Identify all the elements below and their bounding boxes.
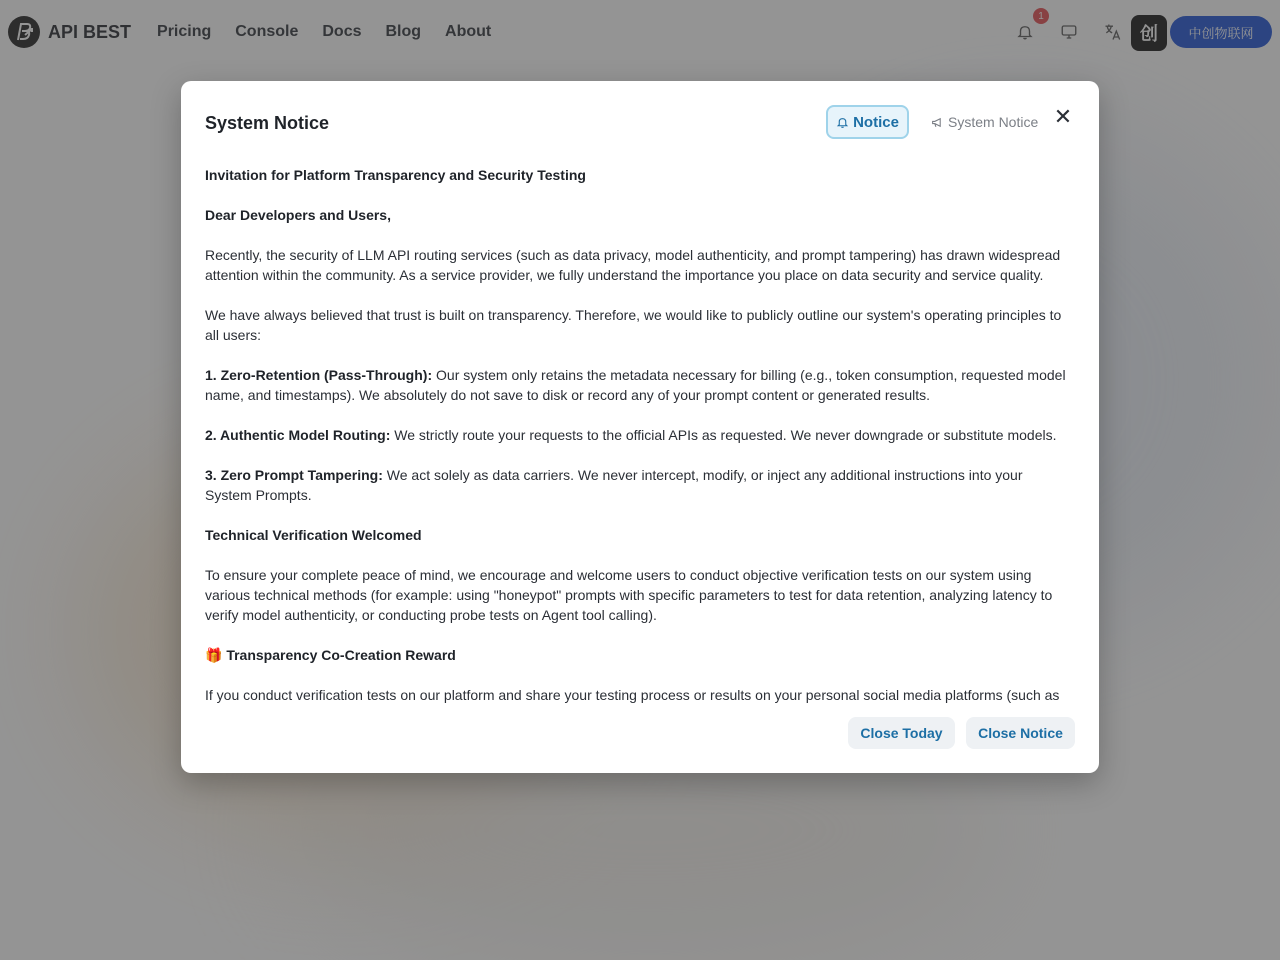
principle-text: We act solely as data carriers. We never intercept, modify, or inject any additional instructions into your System Prompts. [205, 467, 1023, 503]
notice-content [205, 165, 1071, 703]
notice-paragraph: To ensure your complete peace of mind, we encourage and welcome users to conduct objective verification tests on our system using various technical methods (for example: using "honeypot" prompts with specific parameters to test for data retention, analyzing latency to verify model authenticity, or conducting probe tests on Agent tool calling). [205, 567, 1053, 623]
principle-item [205, 465, 1071, 505]
tab-system-notice[interactable] [931, 114, 1038, 130]
principle-text: We strictly route your requests to the official APIs as requested. We never downgrade or substitute models. [390, 427, 1057, 443]
notice-paragraph: We have always believed that trust is built on transparency. Therefore, we would like to publicly outline our system's operating principles to all users: [205, 307, 1062, 343]
principle-title: 2. Authentic Model Routing: [205, 427, 391, 443]
tab-notice-label: Notice [853, 113, 899, 131]
close-icon[interactable]: ✕ [1053, 104, 1073, 129]
reward-heading: 🎁 Transparency Co-Creation Reward [205, 647, 456, 663]
principle-title: 1. Zero-Retention (Pass-Through): [205, 367, 433, 383]
close-today-button[interactable]: Close Today [848, 717, 955, 749]
megaphone-icon [931, 116, 944, 129]
tab-system-label: System Notice [948, 114, 1039, 130]
notice-paragraph: Recently, the security of LLM API routing services (such as data privacy, model authenticity, and prompt tampering) has drawn widespread attention within the community. As a service provider, we fully understand the importance you place on data security and service quality. [205, 247, 1061, 283]
principle-item [205, 365, 1071, 405]
tab-notice[interactable] [826, 105, 909, 139]
verification-heading: Technical Verification Welcomed [205, 527, 422, 543]
system-notice-modal [181, 81, 1099, 773]
principle-title: 3. Zero Prompt Tampering: [205, 467, 383, 483]
notice-heading: Invitation for Platform Transparency and Security Testing [205, 167, 586, 183]
close-notice-button[interactable]: Close Notice [966, 717, 1075, 749]
modal-title: System Notice [205, 113, 330, 133]
notice-paragraph: If you conduct verification tests on our platform and share your testing process or results on your personal social media platforms (such as [205, 687, 1060, 703]
notice-greeting: Dear Developers and Users, [205, 207, 391, 223]
bell-icon [836, 116, 849, 129]
principle-item [205, 425, 1071, 445]
principle-text: Our system only retains the metadata necessary for billing (e.g., token consumption, requested model name, and timestamps). We absolutely do not save to disk or record any of your prompt content or generated results. [205, 367, 1066, 403]
